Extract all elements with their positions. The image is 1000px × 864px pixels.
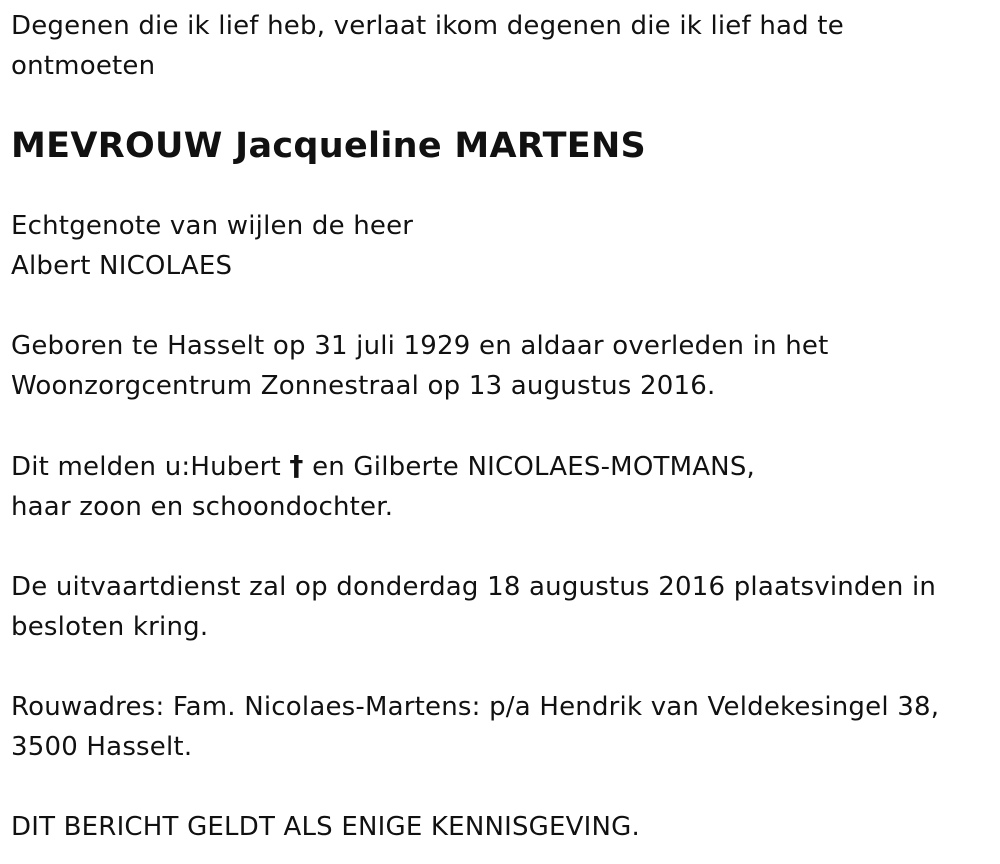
mourning-address-line-2: 3500 Hasselt.: [11, 732, 193, 762]
deceased-name-heading: MEVROUW Jacqueline MARTENS: [11, 126, 647, 166]
announcers-paragraph: [11, 446, 991, 527]
spacer: [11, 527, 991, 567]
motto: [11, 6, 991, 86]
death-notice: [11, 6, 991, 847]
mourning-address-paragraph: [11, 687, 991, 767]
mourning-address-line-1: Rouwadres: Fam. Nicolaes-Martens: p/a Hendrik van Veldekesingel 38,: [11, 692, 940, 722]
spouse-paragraph: [11, 206, 991, 286]
spacer: [11, 166, 991, 206]
funeral-paragraph: [11, 567, 991, 647]
spouse-line-2: Albert NICOLAES: [11, 251, 233, 281]
spacer: [11, 406, 991, 446]
spouse-line-1: Echtgenote van wijlen de heer: [11, 211, 414, 241]
cross-icon: †: [289, 449, 304, 482]
spacer: [11, 86, 991, 126]
announcers-line-1: [11, 446, 991, 487]
funeral-line-2: besloten kring.: [11, 612, 209, 642]
spacer: [11, 286, 991, 326]
announcers-line-1-end: en Gilberte NICOLAES-MOTMANS,: [303, 452, 756, 482]
funeral-line-1: De uitvaartdienst zal op donderdag 18 augustus 2016 plaatsvinden in: [11, 572, 937, 602]
announcers-line-2: haar zoon en schoondochter.: [11, 492, 394, 522]
spacer: [11, 767, 991, 807]
birth-death-line-2: Woonzorgcentrum Zonnestraal op 13 augustus 2016.: [11, 371, 716, 401]
closing-statement: DIT BERICHT GELDT ALS ENIGE KENNISGEVING.: [11, 812, 640, 842]
motto-line-1: Degenen die ik lief heb, verlaat ikom degenen die ik lief had te: [11, 11, 844, 41]
birth-death-line-1: Geboren te Hasselt op 31 juli 1929 en aldaar overleden in het: [11, 331, 829, 361]
announcers-line-1-start: Dit melden u:Hubert: [11, 452, 290, 482]
motto-line-2: ontmoeten: [11, 51, 156, 81]
birth-death-paragraph: [11, 326, 991, 406]
spacer: [11, 647, 991, 687]
